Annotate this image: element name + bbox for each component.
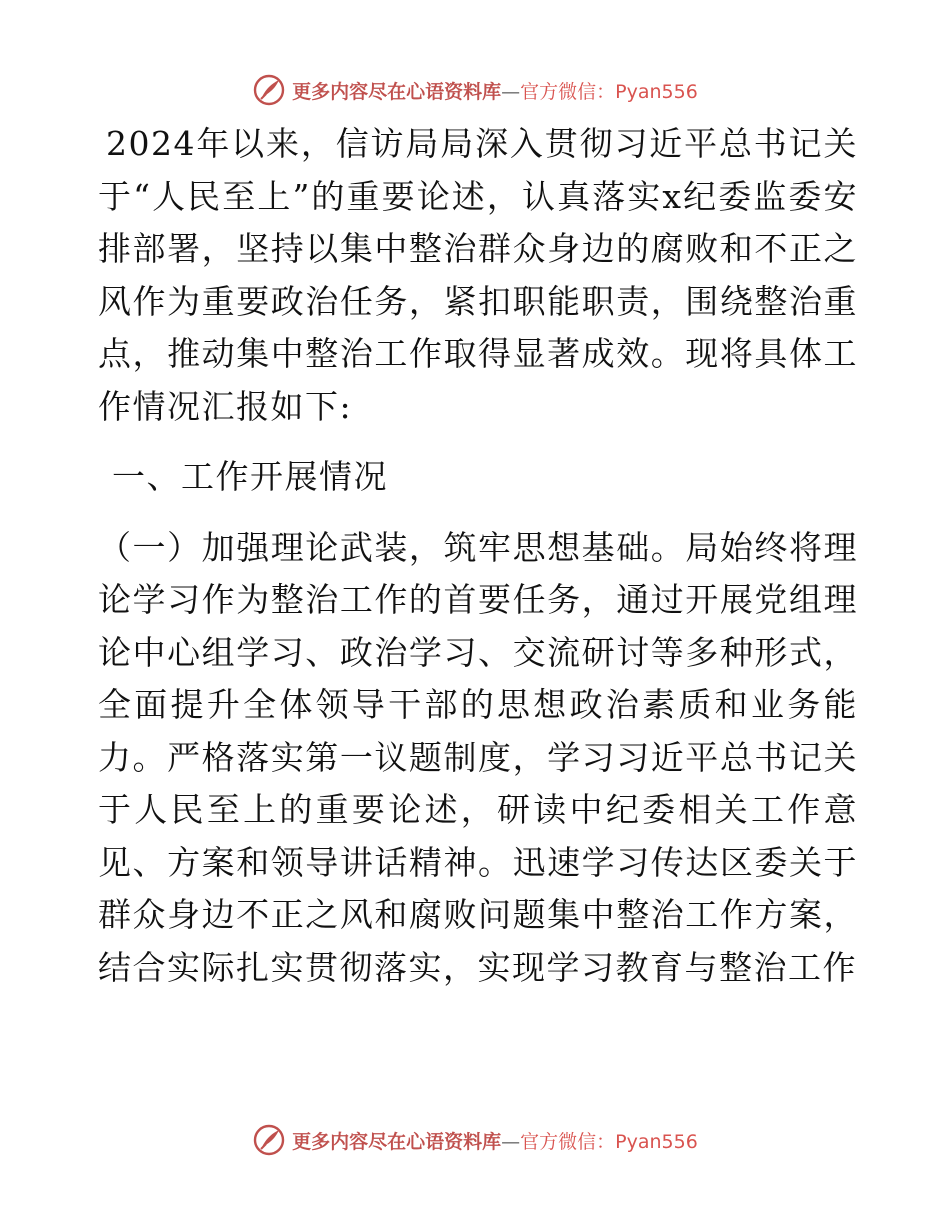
watermark-text bbox=[292, 1127, 698, 1154]
subsection-paragraph: （一）加强理论武装，筑牢思想基础。局始终将理论学习作为整治工作的首要任务，通过开展党组理论中心组学习、政治学习、交流研讨等多种形式，全面提升全体领导干部的思想政治素质和业务能力。严格落实第一议题制度，学习习近平总书记关于人民至上的重要论述，研读中纪委相关工作意见、方案和领导讲话精神。迅速学习传达区委关于群众身边不正之风和腐败问题集中整治工作方案，结合实际扎实贯彻落实，实现学习教育与整治工作 bbox=[98, 527, 858, 987]
watermark-official: 官方微信：Pyan556 bbox=[520, 80, 698, 103]
watermark-brand: 更多内容尽在心语资料库 bbox=[292, 1130, 502, 1153]
watermark-separator: — bbox=[501, 1130, 521, 1153]
watermark-banner-top bbox=[0, 70, 950, 110]
quill-logo-icon bbox=[252, 73, 286, 107]
quill-logo-icon bbox=[252, 1123, 286, 1157]
section-heading: 一、工作开展情况 bbox=[112, 457, 388, 496]
document-body bbox=[98, 118, 858, 994]
watermark-banner-bottom bbox=[0, 1120, 950, 1160]
watermark-official: 官方微信：Pyan556 bbox=[520, 1130, 698, 1153]
watermark-separator: — bbox=[501, 80, 521, 103]
watermark-brand: 更多内容尽在心语资料库 bbox=[292, 80, 502, 103]
intro-paragraph: 2024年以来，信访局局深入贯彻习近平总书记关于“人民至上”的重要论述，认真落实x纪委监委安排部署，坚持以集中整治群众身边的腐败和不正之风作为重要政治任务，紧扣职能职责，围绕整治重点，推动集中整治工作取得显著成效。现将具体工作情况汇报如下: bbox=[98, 124, 858, 426]
watermark-text bbox=[292, 77, 698, 104]
